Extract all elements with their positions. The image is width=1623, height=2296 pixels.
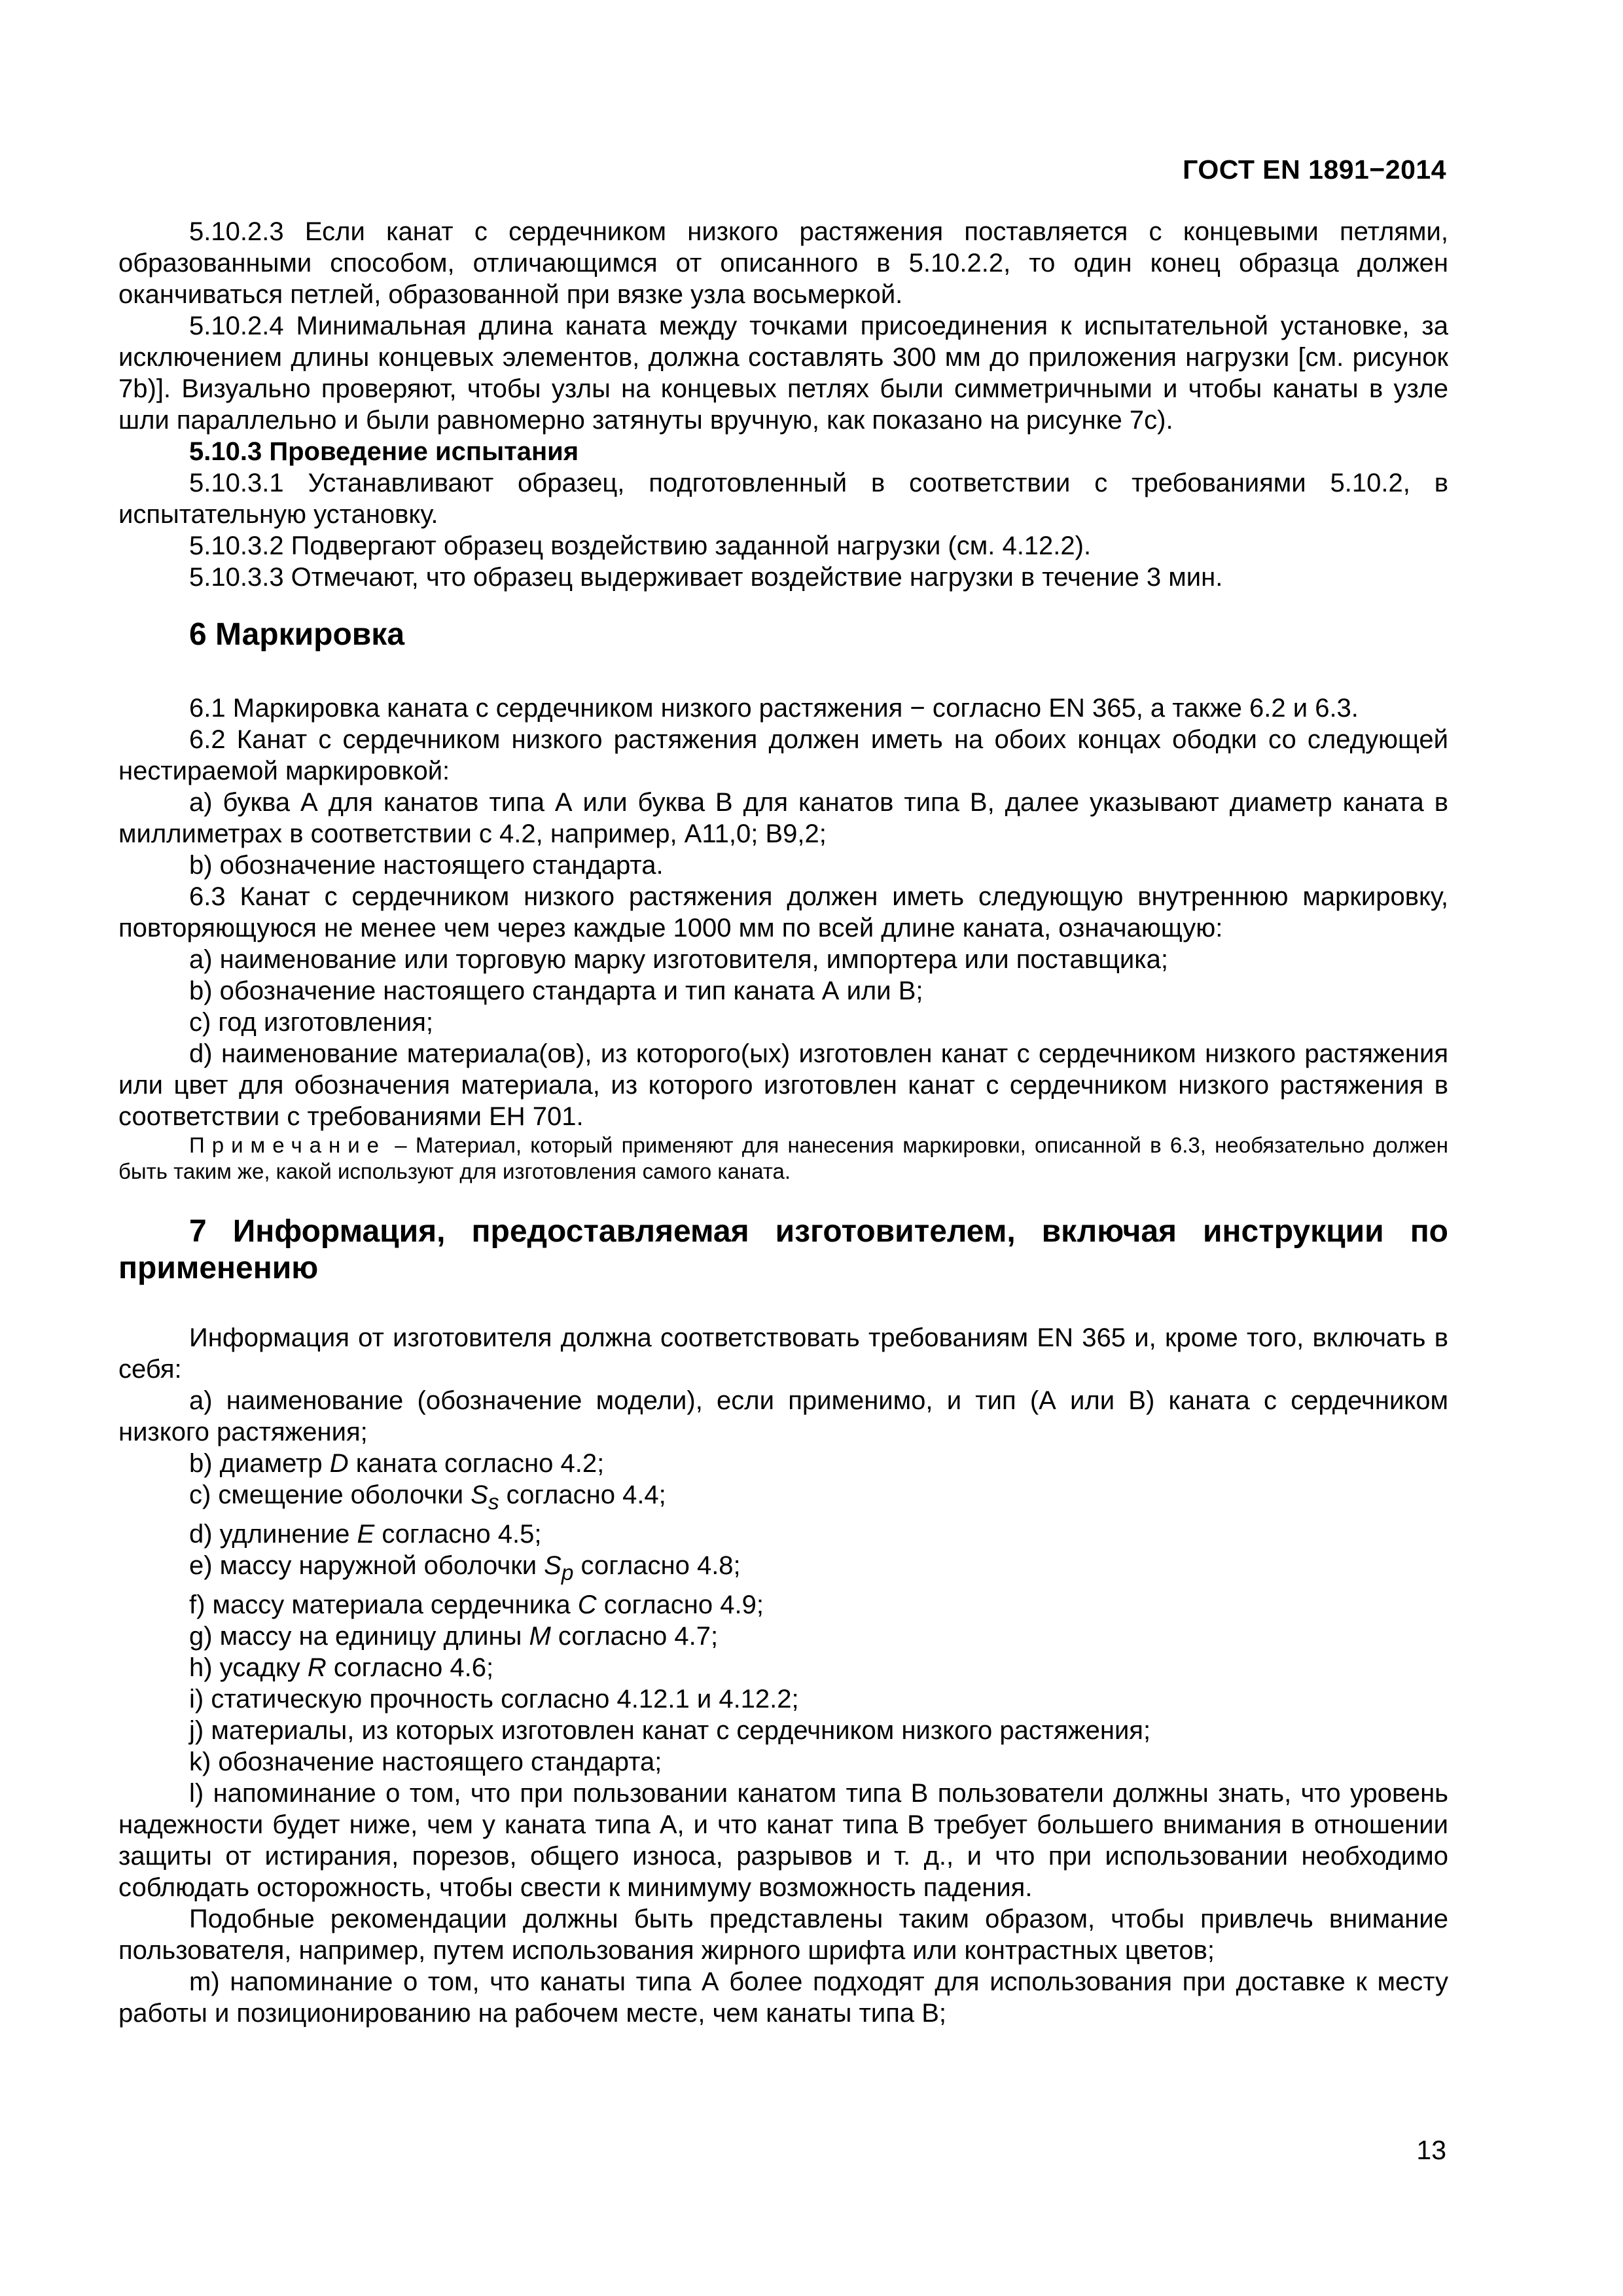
subsection-heading-5-10-3: 5.10.3 Проведение испытания <box>189 437 579 466</box>
list-item-7-d <box>118 1518 1448 1550</box>
symbol: Е <box>357 1520 375 1549</box>
list-item-7-c <box>118 1479 1448 1518</box>
symbol-subscript: p <box>561 1561 574 1585</box>
paragraph-5-10-3-2: 5.10.3.2 Подвергают образец воздействию заданной нагрузки (см. 4.12.2). <box>189 531 1092 560</box>
list-item-7-m: m) напоминание о том, что канаты типа А более подходят для использования при доставке к месту работы и позиционированию на рабочем месте, чем канаты типа В; <box>118 1967 1448 2028</box>
paragraph-6-2: 6.2 Канат с сердечником низкого растяжения должен иметь на обоих концах ободки со следующей нестираемой маркировкой: <box>118 725 1448 785</box>
list-item-6-3-d: d) наименование материала(ов), из которого(ых) изготовлен канат с сердечником низкого растяжения или цвет для обозначения материала, из которого изготовлен канат с сердечником низкого растяжения в соответствии с требованиями ЕН 701. <box>118 1039 1448 1131</box>
paragraph-5-10-2-3: 5.10.2.3 Если канат с сердечником низкого растяжения поставляется с концевыми петлями, образованными способом, отличающимся от описанного в 5.10.2.2, то один конец образца должен оканчиваться петлей, образованной при вязке узла восьмеркой. <box>118 217 1448 309</box>
paragraph-5-10-3-3: 5.10.3.3 Отмечают, что образец выдерживает воздействие нагрузки в течение 3 мин. <box>189 563 1223 592</box>
item-text: d) удлинение <box>189 1520 357 1549</box>
item-text: согласно 4.5; <box>374 1520 542 1549</box>
item-text: согласно 4.7; <box>550 1622 719 1651</box>
symbol: С <box>577 1590 597 1619</box>
list-item-7-i: i) статическую прочность согласно 4.12.1 и 4.12.2; <box>189 1685 799 1713</box>
section-6-heading: 6 Маркировка <box>189 617 405 652</box>
paragraph-7-recommendation: Подобные рекомендации должны быть представлены таким образом, чтобы привлечь внимание пользователя, например, путем использования жирного шрифта или контрастных цветов; <box>118 1905 1448 1965</box>
symbol: D <box>329 1449 349 1478</box>
list-item-6-3-a: а) наименование или торговую марку изготовителя, импортера или поставщика; <box>189 945 1169 974</box>
item-text: согласно 4.9; <box>596 1590 764 1619</box>
paragraph-7-intro: Информация от изготовителя должна соответствовать требованиям EN 365 и, кроме того, включать в себя: <box>118 1323 1448 1384</box>
symbol: S <box>544 1551 562 1580</box>
list-item-6-3-c: с) год изготовления; <box>189 1008 433 1037</box>
item-text: согласно 4.4; <box>499 1480 666 1509</box>
item-text: е) массу наружной оболочки <box>189 1551 544 1580</box>
list-item-7-g <box>118 1621 1448 1652</box>
list-item-7-l: l) напоминание о том, что при пользовании канатом типа В пользователи должны знать, что уровень надежности будет ниже, чем у каната типа А, и что канат типа В требует большего внимания в отношении защиты от истирания, порезов, общего износа, разрывов и т. д., и что при использовании необходимо соблюдать осторожность, чтобы свести к минимуму возможность падения. <box>118 1779 1448 1902</box>
item-text: каната согласно 4.2; <box>348 1449 605 1478</box>
symbol: М <box>529 1622 551 1651</box>
note <box>118 1132 1448 1185</box>
list-item-7-j: j) материалы, из которых изготовлен канат с сердечником низкого растяжения; <box>189 1716 1151 1745</box>
list-item-6-3-b: b) обозначение настоящего стандарта и тип каната А или В; <box>189 977 923 1005</box>
paragraph-6-1: 6.1 Маркировка каната с сердечником низкого растяжения − согласно EN 365, а также 6.2 и 6.3. <box>189 694 1359 723</box>
symbol: S <box>471 1480 488 1509</box>
list-item-7-e <box>118 1550 1448 1589</box>
list-item-7-b <box>118 1448 1448 1479</box>
item-text: g) массу на единицу длины <box>189 1622 529 1651</box>
list-item-7-h <box>118 1652 1448 1683</box>
list-item-7-f <box>118 1589 1448 1621</box>
item-text: согласно 4.6; <box>326 1653 494 1682</box>
symbol-subscript: s <box>488 1490 499 1515</box>
list-item-6-2-b: b) обозначение настоящего стандарта. <box>189 851 664 880</box>
paragraph-5-10-3-1: 5.10.3.1 Устанавливают образец, подготовленный в соответствии с требованиями 5.10.2, в испытательную установку. <box>118 469 1448 529</box>
item-text: с) смещение оболочки <box>189 1480 471 1509</box>
note-label: Примечание <box>189 1133 387 1157</box>
standard-code: ГОСТ EN 1891−2014 <box>1183 154 1446 185</box>
paragraph-6-3: 6.3 Канат с сердечником низкого растяжения должен иметь следующую внутреннюю маркировку, повторяющуюся не менее чем через каждые 1000 мм по всей длине каната, означающую: <box>118 882 1448 942</box>
page-number: 13 <box>1416 2135 1446 2165</box>
item-text: f) массу материала сердечника <box>189 1590 578 1619</box>
list-item-7-a: а) наименование (обозначение модели), если применимо, и тип (А или В) каната с сердечником низкого растяжения; <box>118 1386 1448 1446</box>
list-item-7-k: k) обозначение настоящего стандарта; <box>189 1748 662 1776</box>
item-text: b) диаметр <box>189 1449 330 1478</box>
section-7-heading: 7 Информация, предоставляемая изготовителем, включая инструкции по применению <box>118 1214 1448 1285</box>
symbol: R <box>307 1653 327 1682</box>
list-item-6-2-a: а) буква А для канатов типа А или буква В для канатов типа В, далее указывают диаметр каната в миллиметрах в соответствии с 4.2, например, А11,0; В9,2; <box>118 788 1448 848</box>
item-text: согласно 4.8; <box>573 1551 741 1580</box>
paragraph-5-10-2-4: 5.10.2.4 Минимальная длина каната между точками присоединения к испытательной установке, за исключением длины концевых элементов, должна составлять 300 мм до приложения нагрузки [см. рисунок 7b)]. Визуально проверяют, чтобы узлы на концевых петлях были симметричными и чтобы канаты в узле шли параллельно и были равномерно затянуты вручную, как показано на рисунке 7с). <box>118 312 1448 435</box>
item-text: h) усадку <box>189 1653 308 1682</box>
page-content <box>118 216 1448 2029</box>
note-text: – Материал, который применяют для нанесения маркировки, описанной в 6.3, необязательно должен быть таким же, какой используют для изготовления самого каната. <box>118 1133 1448 1183</box>
